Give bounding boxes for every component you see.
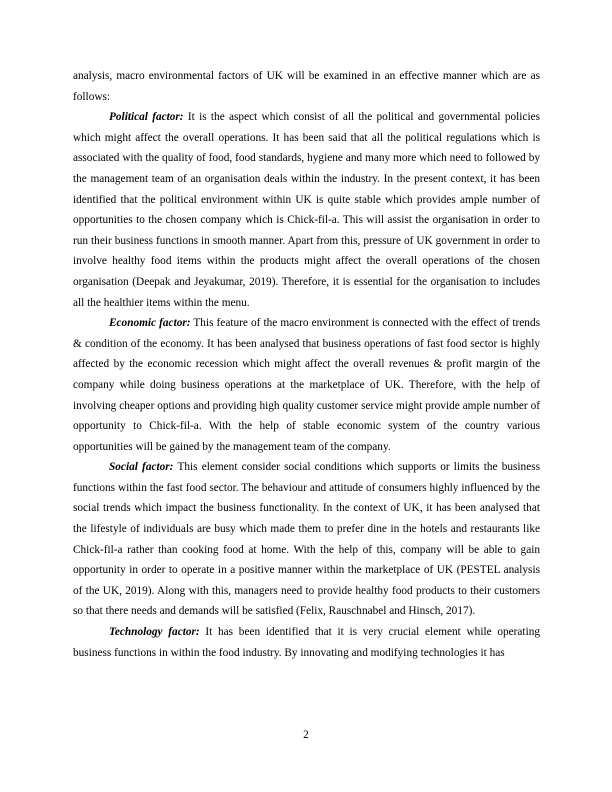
economic-factor-paragraph (73, 313, 540, 457)
economic-factor-text: This feature of the macro environment is connected with the effect of trends & condition of the economy. It has been analysed that business operations of fast food sector is highly affected by the economic recession which might affect the overall revenues & profit margin of the company while doing business operations at the marketplace of UK. Therefore, with the help of involving cheaper options and providing high quality customer service might provide ample number of opportunity to Chick-fil-a. With the help of stable economic system of the country various opportunities will be gained by the management team of the company. (73, 317, 540, 453)
technology-factor-heading: Technology factor: (109, 626, 200, 639)
political-factor-paragraph (73, 107, 540, 313)
intro-paragraph (73, 66, 540, 107)
body-text (73, 66, 540, 663)
social-factor-heading: Social factor: (109, 461, 174, 474)
economic-factor-heading: Economic factor: (109, 317, 191, 330)
social-factor-paragraph (73, 457, 540, 622)
political-factor-heading: Political factor: (109, 111, 184, 124)
intro-text: analysis, macro environmental factors of UK will be examined in an effective manner which are as follows: (73, 70, 540, 103)
social-factor-text: This element consider social conditions which supports or limits the business functions within the fast food sector. The behaviour and attitude of consumers highly influenced by the social trends which impact the business functionality. In the context of UK, it has been analysed that the lifestyle of individuals are busy which made them to prefer dine in the hotels and restaurants like Chick-fil-a rather than cooking food at home. With the help of this, company will be able to gain opportunity in order to operate in a positive manner within the marketplace of UK (PESTEL analysis of the UK, 2019). Along with this, managers need to provide healthy food products to their customers so that there needs and demands will be satisfied (Felix, Rauschnabel and Hinsch, 2017). (73, 461, 540, 618)
page-number: 2 (303, 729, 309, 741)
technology-factor-paragraph (73, 622, 540, 663)
technology-factor-text: It has been identified that it is very crucial element while operating business functions in within the food industry. By innovating and modifying technologies it has (73, 626, 541, 659)
political-factor-text: It is the aspect which consist of all the political and governmental policies which might affect the overall operations. It has been said that all the political regulations which is associated with the quality of food, food standards, hygiene and many more which need to followed by the management team of an organisation deals within the industry. In the present context, it has been identified that the political environment within UK is quite stable which provides ample number of opportunities to the chosen company which is Chick-fil-a. This will assist the organisation in order to run their business functions in smooth manner. Apart from this, pressure of UK government in order to involve healthy food items within the products might affect the overall operations of the chosen organisation (Deepak and Jeyakumar, 2019). Therefore, it is essential for the organisation to includes all the healthier items within the menu. (73, 111, 540, 309)
